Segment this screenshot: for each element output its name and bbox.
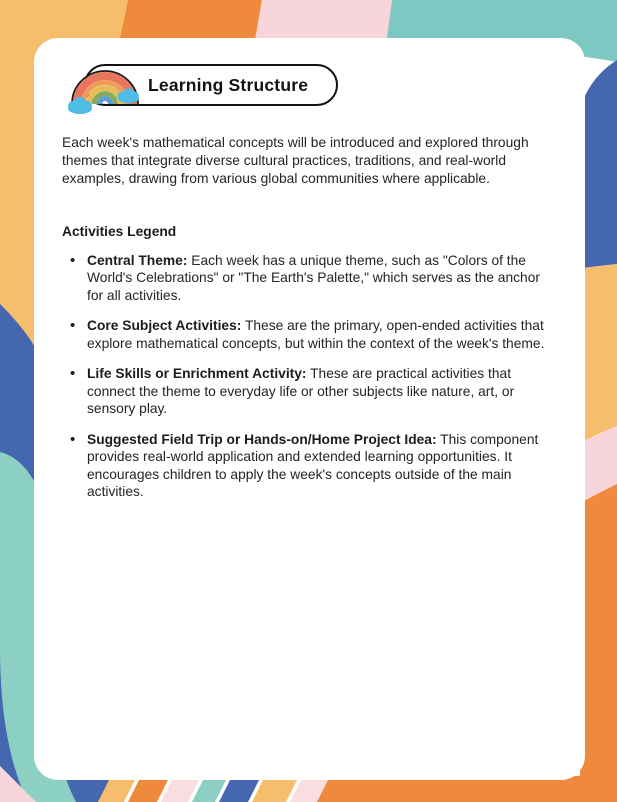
legend-item-label: Core Subject Activities: (87, 318, 242, 334)
legend-item-text: These are the primary, open-ended activities that explore mathematical concepts, but within the context of the week's theme. (87, 318, 545, 351)
intro-paragraph: Each week's mathematical concepts will be introduced and explored through themes that integrate diverse cultural practices, traditions, and real-world examples, drawing from various global communities where applicable. (62, 135, 529, 186)
title-badge (84, 64, 338, 106)
legend-item-field-trip (70, 431, 557, 501)
legend-item-central-theme (70, 252, 557, 305)
legend-item-label: Central Theme: (87, 252, 188, 268)
legend-item-text: This component provides real-world application and extended learning opportunities. It encourages children to apply the week's concepts outside of the main activities. (87, 431, 539, 500)
content-card (34, 38, 585, 780)
legend-item-text: These are practical activities that connect the theme to everyday life or other subjects like nature, art, or sensory play. (87, 366, 515, 417)
legend-list (62, 252, 557, 501)
header (62, 62, 557, 114)
legend-item-text: Each week has a unique theme, such as "Colors of the World's Celebrations" or "The Earth's Palette," which serves as the anchor for all activities. (87, 252, 540, 303)
rainbow-icon (66, 58, 148, 116)
legend-item-core-subject (70, 317, 557, 352)
legend-item-life-skills (70, 365, 557, 418)
page-title: Learning Structure (148, 74, 309, 95)
legend-heading: Activities Legend (62, 223, 177, 239)
legend-item-label: Suggested Field Trip or Hands-on/Home Project Idea: (87, 431, 437, 447)
legend-item-label: Life Skills or Enrichment Activity: (87, 366, 307, 382)
